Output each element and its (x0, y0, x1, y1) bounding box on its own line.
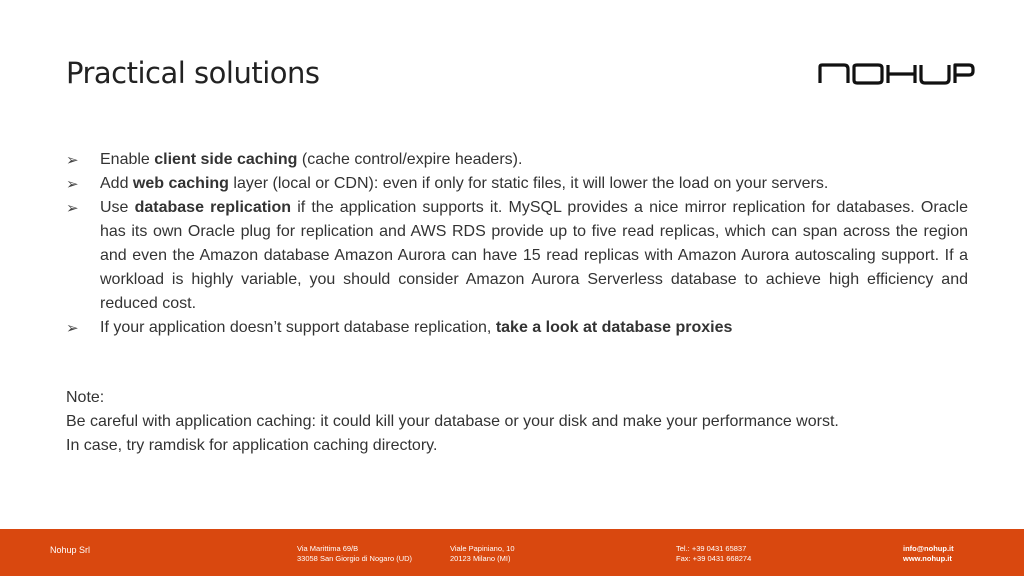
bullet-item (66, 196, 968, 316)
page-title: Practical solutions (66, 56, 320, 90)
bullet-bold-text: take a look at database proxies (495, 319, 733, 336)
footer-text: Fax: +39 0431 668274 (676, 554, 752, 563)
footer-bar (0, 529, 1024, 576)
footer-text: Tel.: +39 0431 65837 (676, 544, 747, 553)
bullet-text: Enable (100, 151, 155, 168)
footer-text: Viale Papiniano, 10 (450, 544, 515, 553)
footer-web-link[interactable]: www.nohup.it (903, 554, 952, 563)
note-heading: Note: (66, 389, 105, 406)
bullet-text: Add (100, 175, 133, 192)
footer-address-udine (297, 544, 412, 564)
footer-address-milano (450, 544, 515, 564)
bullet-text: if the application supports it. MySQL provides a nice mirror replication for databases. Oracle has its own Oracle plug for replication and AWS RDS provide up to five read replicas, which can span across the region and even the Amazon database Amazon Aurora can have 15 read replicas with Amazon Aurora autoscaling support. If a workload is highly variable, you should consider Amazon Aurora Serverless database to achieve high efficiency and reduced cost. (100, 199, 968, 312)
note-line: In case, try ramdisk for application caching directory. (66, 437, 438, 454)
arrow-bullet-icon: ➢ (66, 319, 79, 337)
bullet-text: layer (local or CDN): even if only for static files, it will lower the load on your servers. (228, 175, 829, 192)
footer-company: Nohup Srl (50, 545, 91, 555)
footer-email-link[interactable]: info@nohup.it (903, 544, 954, 553)
bullet-bold-text: database replication (134, 199, 292, 216)
bullet-bold-text: client side caching (154, 151, 298, 168)
bullet-text: Use (100, 199, 135, 216)
arrow-bullet-icon: ➢ (66, 175, 79, 193)
arrow-bullet-icon: ➢ (66, 199, 79, 217)
note-block (66, 386, 839, 458)
bullet-item (66, 148, 968, 172)
footer-contact (903, 544, 954, 564)
bullet-text: If your application doesn’t support database replication, (100, 319, 496, 336)
note-line: Be careful with application caching: it could kill your database or your disk and make your performance worst. (66, 413, 839, 430)
nohup-logo (818, 63, 975, 85)
bullet-bold-text: web caching (132, 175, 229, 192)
footer-text: 20123 Milano (MI) (450, 554, 511, 563)
arrow-bullet-icon: ➢ (66, 151, 79, 169)
bullet-list (66, 148, 968, 340)
bullet-item (66, 172, 968, 196)
bullet-item (66, 316, 968, 340)
footer-text: 33058 San Giorgio di Nogaro (UD) (297, 554, 413, 563)
footer-text: Via Marittima 69/B (297, 544, 359, 553)
bullet-text: (cache control/expire headers). (297, 151, 523, 168)
footer-phone (676, 544, 751, 564)
